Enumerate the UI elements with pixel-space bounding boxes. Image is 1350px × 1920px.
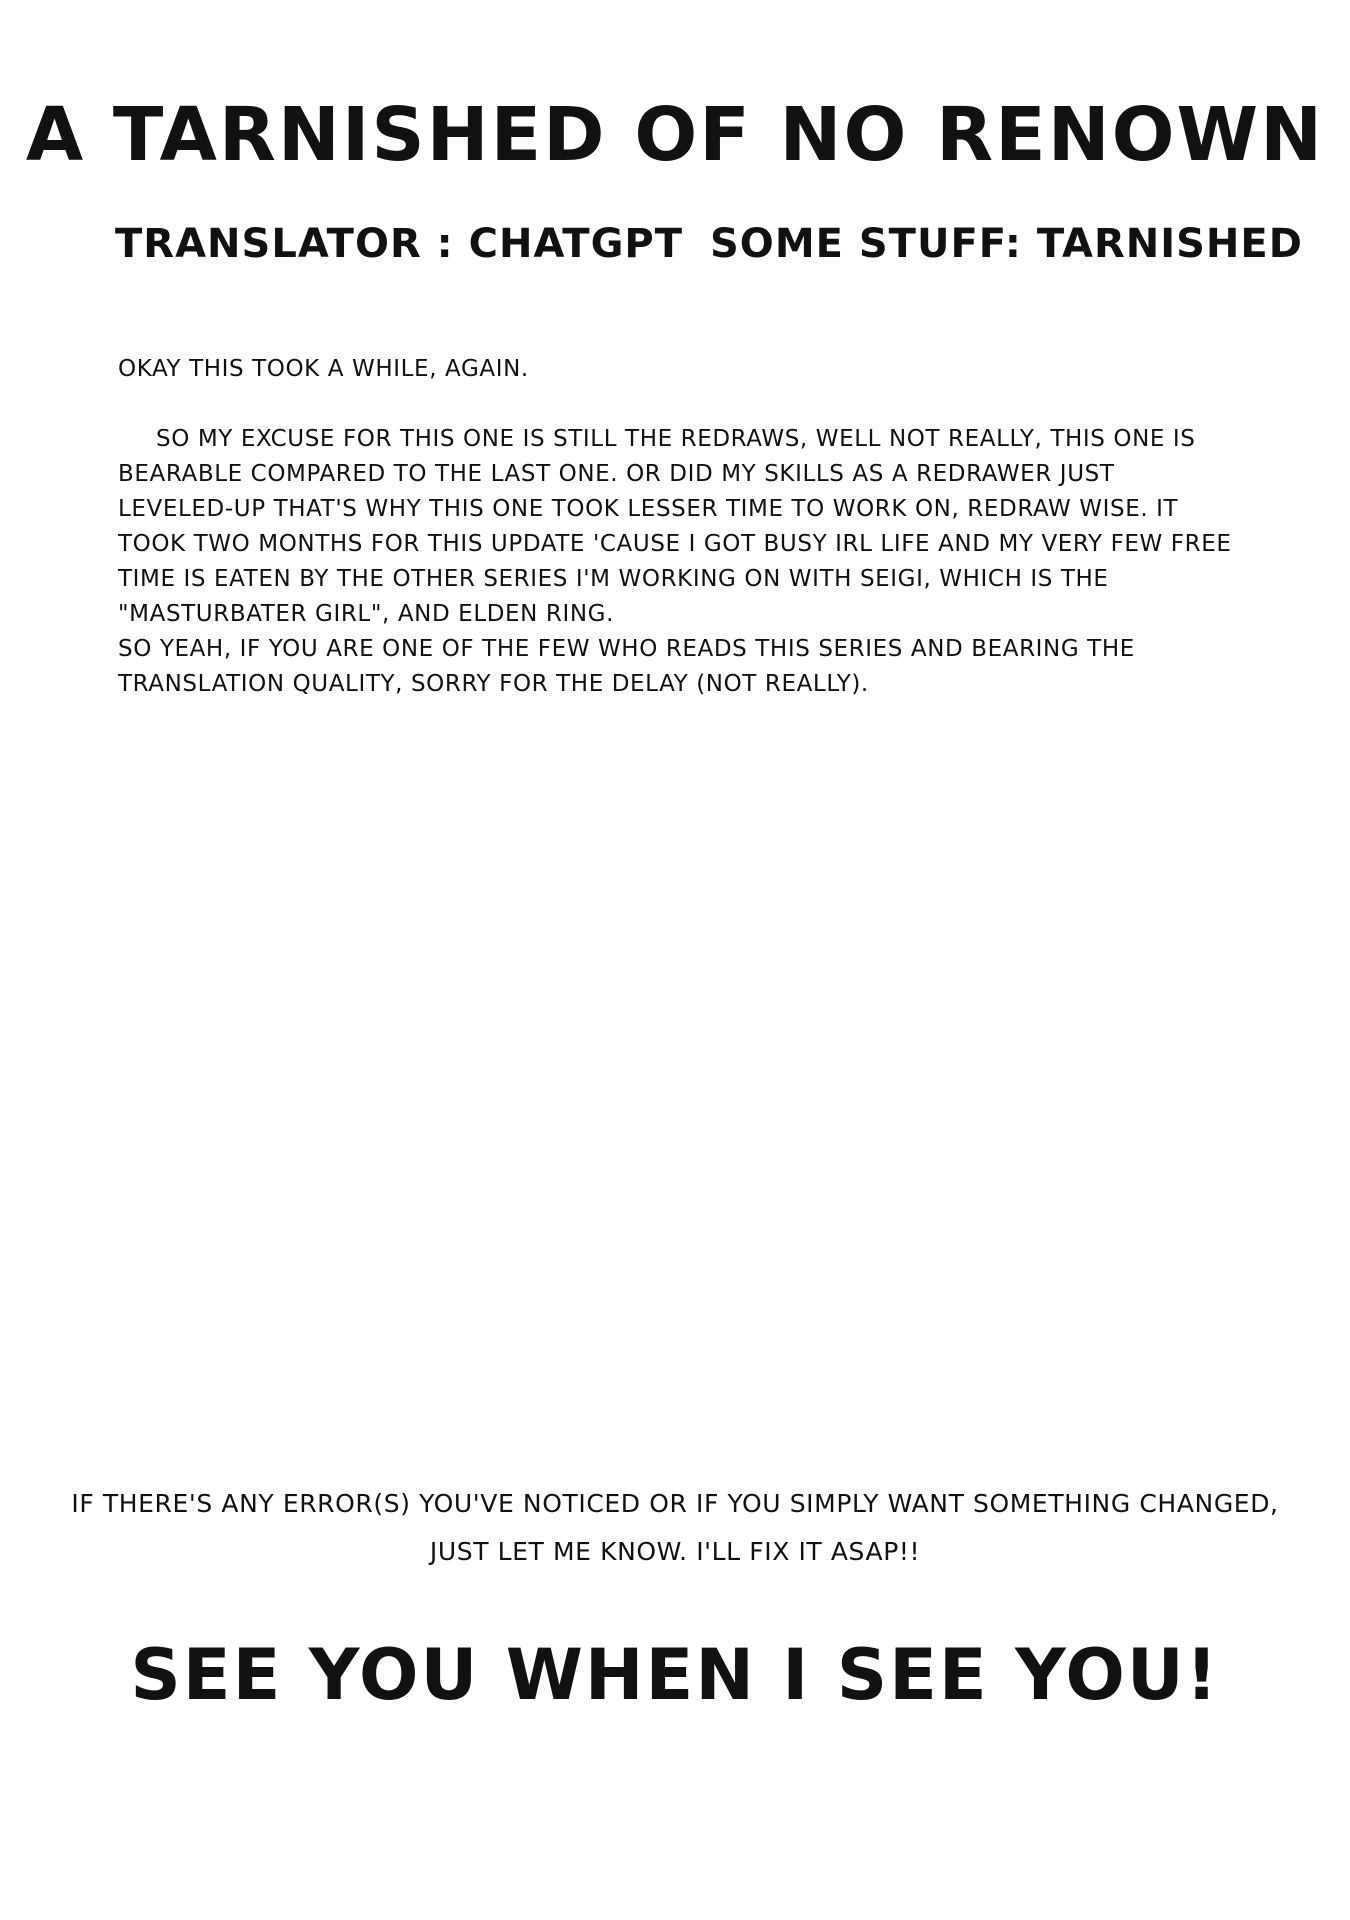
error-report-line: JUST LET ME KNOW. I'LL FIX IT ASAP!! [429,1537,921,1566]
translator-credit: TRANSLATOR : CHATGPT [115,221,684,267]
notes-paragraph: SO YEAH, IF YOU ARE ONE OF THE FEW WHO READS THIS SERIES AND BEARING THE TRANSLATION QUALITY, SORRY FOR THE DELAY (NOT REALLY). [118,636,1135,697]
some-stuff-credit: SOME STUFF: TARNISHED [710,221,1303,267]
error-report-line: IF THERE'S ANY ERROR(S) YOU'VE NOTICED OR IF YOU SIMPLY WANT SOMETHING CHANGED, [71,1489,1279,1518]
notes-intro: OKAY THIS TOOK A WHILE, AGAIN. [118,356,529,382]
page-title: A TARNISHED OF NO RENOWN [25,92,1325,178]
notes-paragraph: SO MY EXCUSE FOR THIS ONE IS STILL THE REDRAWS, WELL NOT REALLY, THIS ONE IS BEARABLE COMPARED TO THE LAST ONE. OR DID MY SKILLS AS A REDRAWER JUST LEVELED-UP THAT'S WHY THIS ONE TOOK LESSER TIME TO WORK ON, REDRAW WISE. IT TOOK TWO MONTHS FOR THIS UPDATE 'CAUSE I GOT BUSY IRL LIFE AND MY VERY FEW FREE TIME IS EATEN BY THE OTHER SERIES I'M WORKING ON WITH SEIGI, WHICH IS THE "MASTURBATER GIRL", AND ELDEN RING. [118,426,1232,627]
farewell-heading: SEE YOU WHEN I SEE YOU! [130,1634,1220,1716]
translator-notes [118,352,1238,702]
error-report-note [0,1480,1350,1576]
